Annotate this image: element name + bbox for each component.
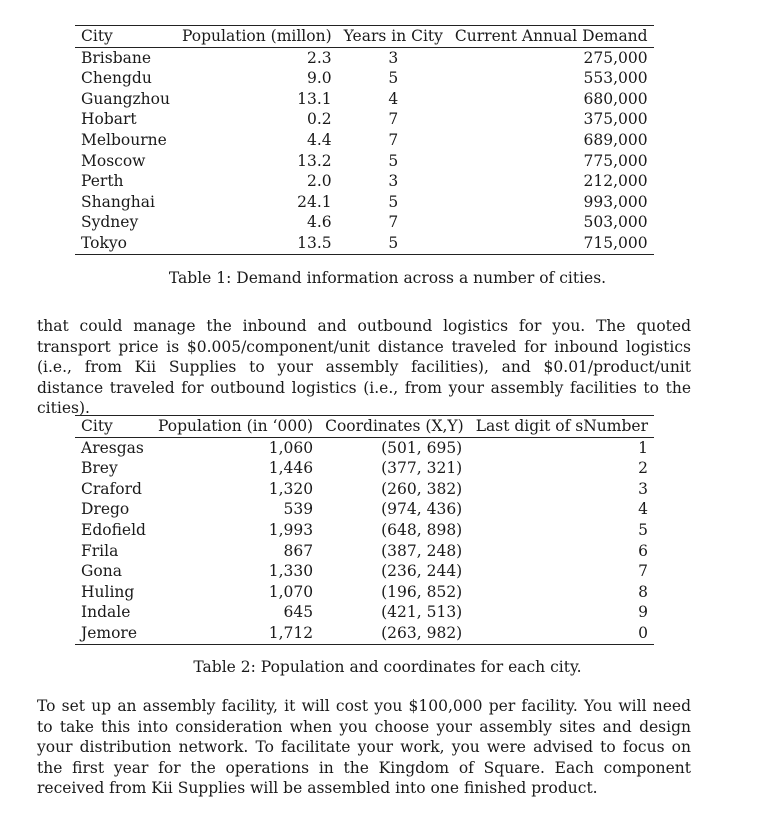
cell-city: Perth [81,172,124,191]
table-body [75,47,654,254]
cell-demand: 212,000 [583,172,648,191]
cell-city: Huling [81,582,135,601]
cell-demand: 503,000 [583,213,648,232]
cell-population: 13.1 [297,89,332,108]
table1-caption: Table 1: Demand information across a number of cities. [168,269,607,287]
column-header-population: Population (in ‘000) [152,416,319,438]
cell-years: 5 [388,192,399,211]
cell-demand: 689,000 [583,130,648,149]
table-row [75,109,654,130]
cell-city: Frila [81,541,119,560]
cell-snumber: 7 [638,562,648,581]
cell-snumber: 1 [638,438,648,457]
cell-snumber: 9 [638,603,648,622]
cell-coordinates: (387, 248) [381,541,463,560]
cell-population: 1,070 [268,582,314,601]
cell-years: 4 [388,89,399,108]
cell-demand: 275,000 [583,48,648,67]
table-row [75,192,654,213]
table-row [75,437,654,458]
cell-population: 1,330 [268,562,314,581]
table-row [75,233,654,254]
cell-city: Drego [81,500,130,519]
cell-city: Chengdu [81,69,152,88]
column-header-snumber: Last digit of sNumber [470,416,654,438]
cell-years: 3 [388,48,399,67]
cell-population: 1,712 [152,623,319,644]
table-row [75,212,654,233]
cell-coordinates: (260, 382) [381,479,463,498]
table-row [75,623,654,644]
coordinates-table [75,415,654,645]
cell-snumber: 8 [638,582,648,601]
cell-city: Shanghai [81,192,155,211]
table-row [75,541,654,562]
cell-coordinates: (974, 436) [381,500,463,519]
cell-population: 867 [283,541,314,560]
cell-population: 2.0 [306,172,332,191]
table-row [75,171,654,192]
cell-city: Jemore [75,623,152,644]
cell-demand: 553,000 [583,69,648,88]
cell-years: 3 [388,172,399,191]
cell-population: 539 [283,500,314,519]
table-row [75,130,654,151]
cell-population: 4.6 [306,213,332,232]
cell-snumber: 3 [638,479,648,498]
table-row [75,602,654,623]
cell-demand: 680,000 [583,89,648,108]
column-header-city: City [75,416,152,438]
cell-coordinates: (501, 695) [381,438,463,457]
cell-city: Edofield [81,520,146,539]
cell-population: 1,993 [268,520,314,539]
cell-demand: 715,000 [449,233,654,254]
cell-population: 13.2 [297,151,332,170]
table-row [75,582,654,603]
demand-table [75,25,654,255]
cell-snumber: 4 [638,500,648,519]
cell-coordinates: (421, 513) [381,603,463,622]
column-header-years: Years in City [338,26,449,48]
cell-years: 5 [388,151,399,170]
cell-snumber: 2 [638,459,648,478]
cell-years: 5 [388,69,399,88]
cell-city: Moscow [81,151,146,170]
cell-population: 4.4 [306,130,332,149]
cell-years: 7 [388,130,399,149]
table-body [75,437,654,644]
cell-population: 1,060 [268,438,314,457]
cell-population: 645 [283,603,314,622]
cell-demand: 993,000 [583,192,648,211]
cell-population: 0.2 [306,110,332,129]
table-row [75,561,654,582]
cell-years: 7 [388,110,399,129]
column-header-population: Population (millon) [176,26,338,48]
column-header-demand: Current Annual Demand [449,26,654,48]
table-row [75,458,654,479]
cell-population: 24.1 [297,192,332,211]
cell-city: Guangzhou [81,89,170,108]
cell-city: Melbourne [81,130,167,149]
cell-years: 7 [388,213,399,232]
cell-coordinates: (648, 898) [381,520,463,539]
cell-city: Sydney [81,213,139,232]
cell-city: Gona [81,562,122,581]
cell-city: Aresgas [81,438,144,457]
cell-population: 13.5 [176,233,338,254]
cell-coordinates: (377, 321) [381,459,463,478]
table-row [75,68,654,89]
cell-snumber: 6 [638,541,648,560]
cell-demand: 375,000 [583,110,648,129]
cell-snumber: 5 [638,520,648,539]
cell-city: Brisbane [81,48,152,67]
logistics-paragraph: that could manage the inbound and outbound logistics for you. The quoted transport price is $0.005/component/unit distance traveled for inbound logistics (i.e., from Kii Supplies to your assembly facilities), and $0.01/product/unit distance traveled for outbound logistics (i.e., from your assembly facilities to the cities). [37,317,691,418]
cell-city: Hobart [81,110,137,129]
table-row [75,479,654,500]
cell-snumber: 0 [470,623,654,644]
table-row [75,499,654,520]
column-header-coordinates: Coordinates (X,Y) [319,416,470,438]
column-header-city: City [75,26,176,48]
cell-population: 1,320 [268,479,314,498]
cell-demand: 775,000 [583,151,648,170]
cell-years: 5 [338,233,449,254]
table2-caption: Table 2: Population and coordinates for each city. [193,658,582,676]
table-header-row [75,26,654,48]
cell-city: Indale [81,603,131,622]
table-row [75,47,654,68]
table-row [75,89,654,110]
table-row [75,520,654,541]
cell-population: 1,446 [268,459,314,478]
cell-city: Tokyo [75,233,176,254]
cell-coordinates: (236, 244) [381,562,463,581]
cell-population: 9.0 [306,69,332,88]
facility-cost-paragraph: To set up an assembly facility, it will cost you $100,000 per facility. You will need to take this into consideration when you choose your assembly sites and design your distribution network. To facilitate your work, you were advised to focus on the first year for the operations in the Kingdom of Square. Each component received from Kii Supplies will be assembled into one finished product. [37,697,691,798]
cell-coordinates: (263, 982) [319,623,470,644]
table-header-row [75,416,654,438]
cell-coordinates: (196, 852) [381,582,463,601]
table-row [75,151,654,172]
cell-city: Brey [81,459,118,478]
cell-city: Craford [81,479,142,498]
cell-population: 2.3 [306,48,332,67]
